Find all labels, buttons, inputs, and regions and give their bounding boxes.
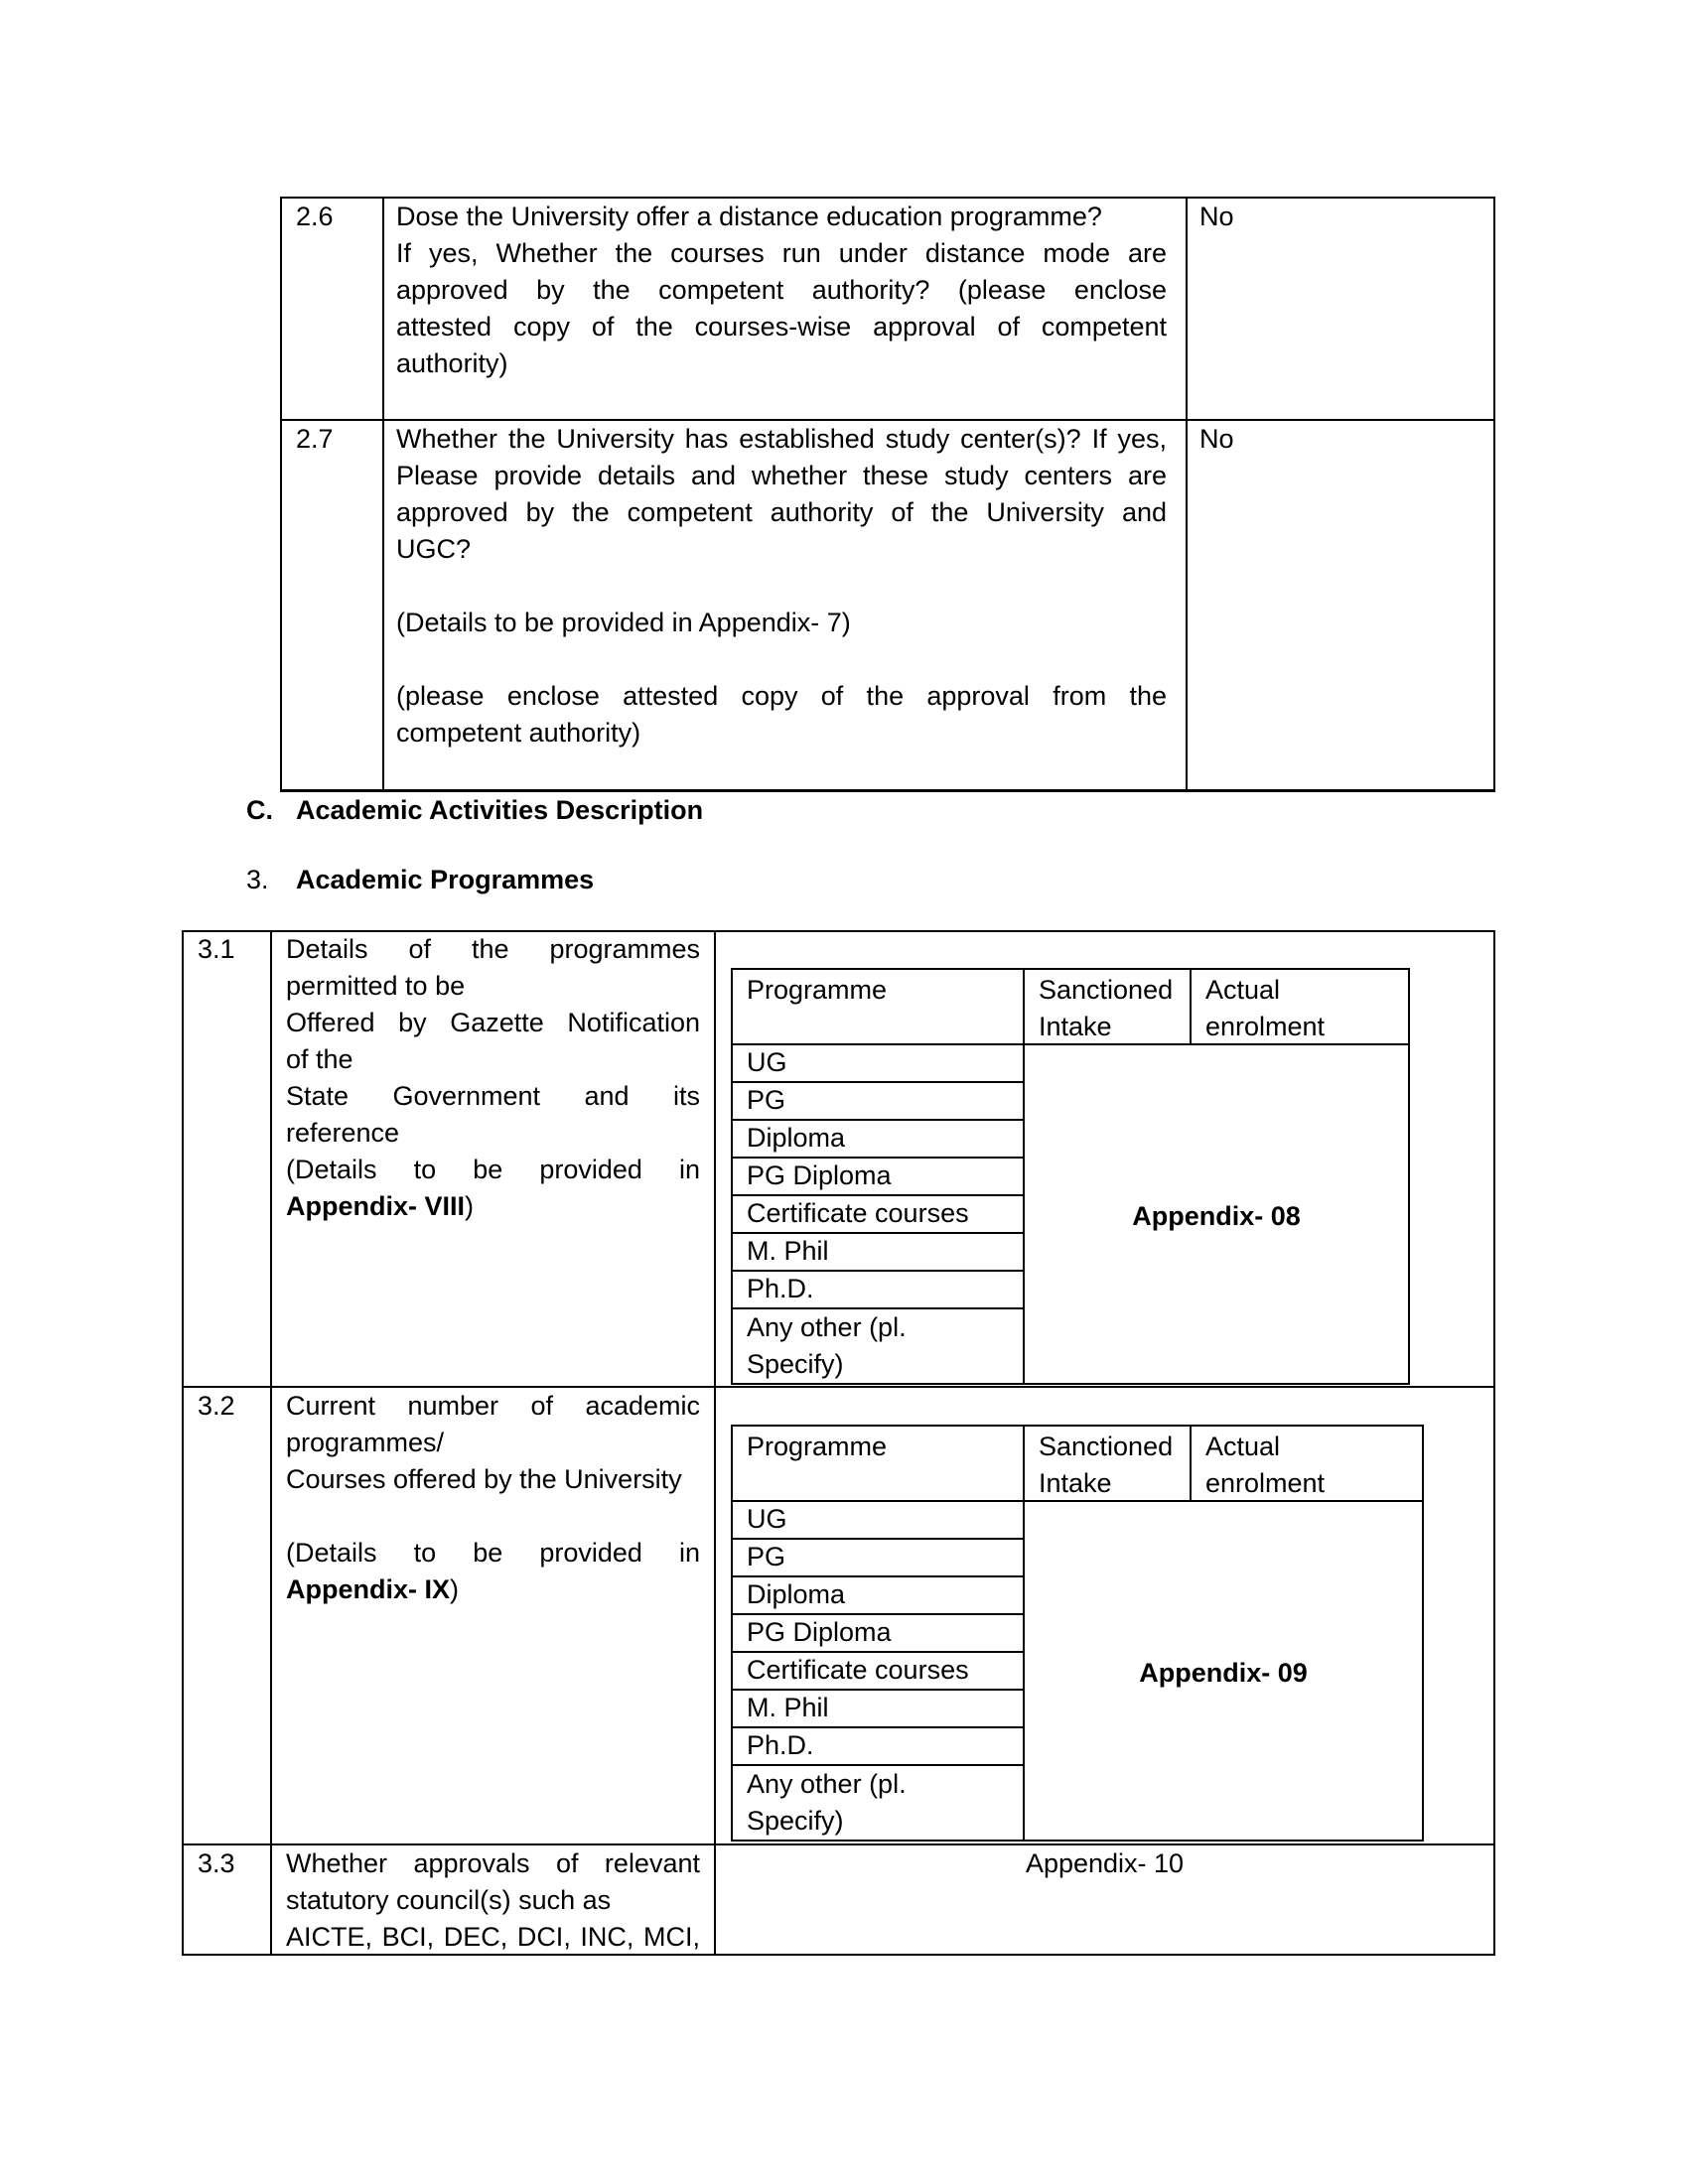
text-line: Whether approvals of relevant [286, 1848, 700, 1878]
question-text [286, 1845, 700, 1956]
text-line: authority) [396, 348, 508, 378]
text-line: UGC? [396, 534, 472, 564]
section-heading: Academic Programmes [296, 865, 595, 894]
blank-line [396, 568, 1167, 605]
text-line: Specify) [747, 1806, 844, 1836]
table-border [714, 930, 716, 1956]
text-line: programmes/ [286, 1428, 445, 1457]
text-line: (Details to be provided in [286, 1538, 700, 1568]
table-border [382, 197, 384, 792]
programme-cell: Ph.D. [731, 1270, 1025, 1309]
header-line: Actual [1205, 1432, 1281, 1461]
text-line: Any other (pl. [747, 1312, 907, 1342]
answer-text: No [1199, 424, 1234, 454]
appendix-reference [286, 1188, 700, 1225]
appendix-reference [286, 1571, 700, 1608]
text-line: Current number of academic [286, 1391, 700, 1421]
table-border [1186, 197, 1188, 792]
paren-close: ) [450, 1574, 460, 1604]
row-number: 3.1 [198, 934, 235, 964]
text-line: approved by the competent authority? (please enclose [396, 275, 1167, 305]
header-programme: Programme [731, 968, 1025, 1045]
appendix-link-text: Appendix- VIII [286, 1191, 466, 1221]
table-border [1493, 197, 1495, 792]
programme-cell: Certificate courses [731, 1194, 1025, 1234]
text-line: Details of the programmes [286, 934, 700, 964]
answer-text: No [1199, 202, 1234, 231]
text-line: Any other (pl. [747, 1769, 907, 1799]
blank-line [396, 641, 1167, 678]
row-number: 3.3 [198, 1848, 235, 1878]
text-line: attested copy of the courses-wise approval of competent [396, 312, 1167, 341]
programme-cell: Diploma [731, 1575, 1025, 1615]
programme-cell: Diploma [731, 1119, 1025, 1159]
row-number: 3.2 [198, 1391, 235, 1421]
text-line: Courses offered by the University [286, 1464, 682, 1494]
programme-cell: PG [731, 1081, 1025, 1121]
programme-cell: PG [731, 1538, 1025, 1577]
appendix-cell: Appendix- 09 [1023, 1500, 1424, 1842]
header-actual [1190, 968, 1410, 1045]
header-line: Sanctioned [1039, 1432, 1174, 1461]
text-line: of the [286, 1044, 353, 1074]
text-line: approved by the competent authority of the University and [396, 497, 1167, 527]
text-line: Dose the University offer a distance education programme? [396, 202, 1102, 231]
table-border [280, 197, 282, 792]
paren-close: ) [465, 1191, 475, 1221]
header-line: Actual [1205, 975, 1281, 1005]
programme-cell: M. Phil [731, 1232, 1025, 1272]
details-note: (Details to be provided in Appendix- 7) [396, 608, 851, 637]
text-line: Specify) [747, 1349, 844, 1379]
text-line: permitted to be [286, 971, 466, 1001]
programme-cell: UG [731, 1043, 1025, 1083]
text-line: State Government and its [286, 1081, 700, 1111]
table-border [1493, 930, 1495, 1956]
text-line: reference [286, 1118, 400, 1148]
programme-cell: Certificate courses [731, 1651, 1025, 1691]
text-line: If yes, Whether the courses run under distance mode are [396, 238, 1167, 268]
appendix-text: Appendix- 10 [1025, 1848, 1185, 1878]
header-line: enrolment [1205, 1012, 1326, 1041]
row-number: 2.6 [296, 202, 334, 231]
header-actual [1190, 1425, 1424, 1502]
programme-cell-other [731, 1307, 1025, 1385]
text-line: competent authority) [396, 718, 641, 748]
programme-cell: PG Diploma [731, 1157, 1025, 1196]
programme-cell: PG Diploma [731, 1613, 1025, 1653]
table-border [270, 930, 272, 1956]
header-sanctioned [1023, 968, 1192, 1045]
header-line: Intake [1039, 1468, 1112, 1498]
question-text [396, 199, 1167, 382]
heading-letter: C. [246, 795, 273, 825]
text-line: AICTE, BCI, DEC, DCI, INC, MCI, [286, 1922, 700, 1952]
question-text [286, 1388, 700, 1608]
header-sanctioned [1023, 1425, 1192, 1502]
header-line: enrolment [1205, 1468, 1326, 1498]
section-heading: Academic Activities Description [296, 795, 704, 825]
appendix-cell: Appendix- 08 [1023, 1043, 1410, 1385]
question-text [396, 421, 1167, 751]
programme-cell: UG [731, 1500, 1025, 1540]
programme-cell: Ph.D. [731, 1726, 1025, 1766]
table-border [182, 930, 184, 1956]
row-number: 2.7 [296, 424, 334, 454]
question-text [286, 931, 700, 1225]
programme-cell: M. Phil [731, 1689, 1025, 1728]
blank-line [286, 1498, 700, 1535]
text-line: Please provide details and whether these study centers are [396, 461, 1167, 490]
text-line: (please enclose attested copy of the approval from the [396, 681, 1167, 711]
header-line: Sanctioned [1039, 975, 1174, 1005]
text-line: (Details to be provided in [286, 1155, 700, 1184]
programme-cell-other [731, 1764, 1025, 1842]
header-programme: Programme [731, 1425, 1025, 1502]
appendix-link-text: Appendix- IX [286, 1574, 451, 1604]
text-line: statutory council(s) such as [286, 1885, 612, 1915]
text-line: Whether the University has established study center(s)? If yes, [396, 424, 1167, 454]
heading-number: 3. [246, 865, 269, 894]
text-line: Offered by Gazette Notification [286, 1008, 700, 1037]
header-line: Intake [1039, 1012, 1112, 1041]
